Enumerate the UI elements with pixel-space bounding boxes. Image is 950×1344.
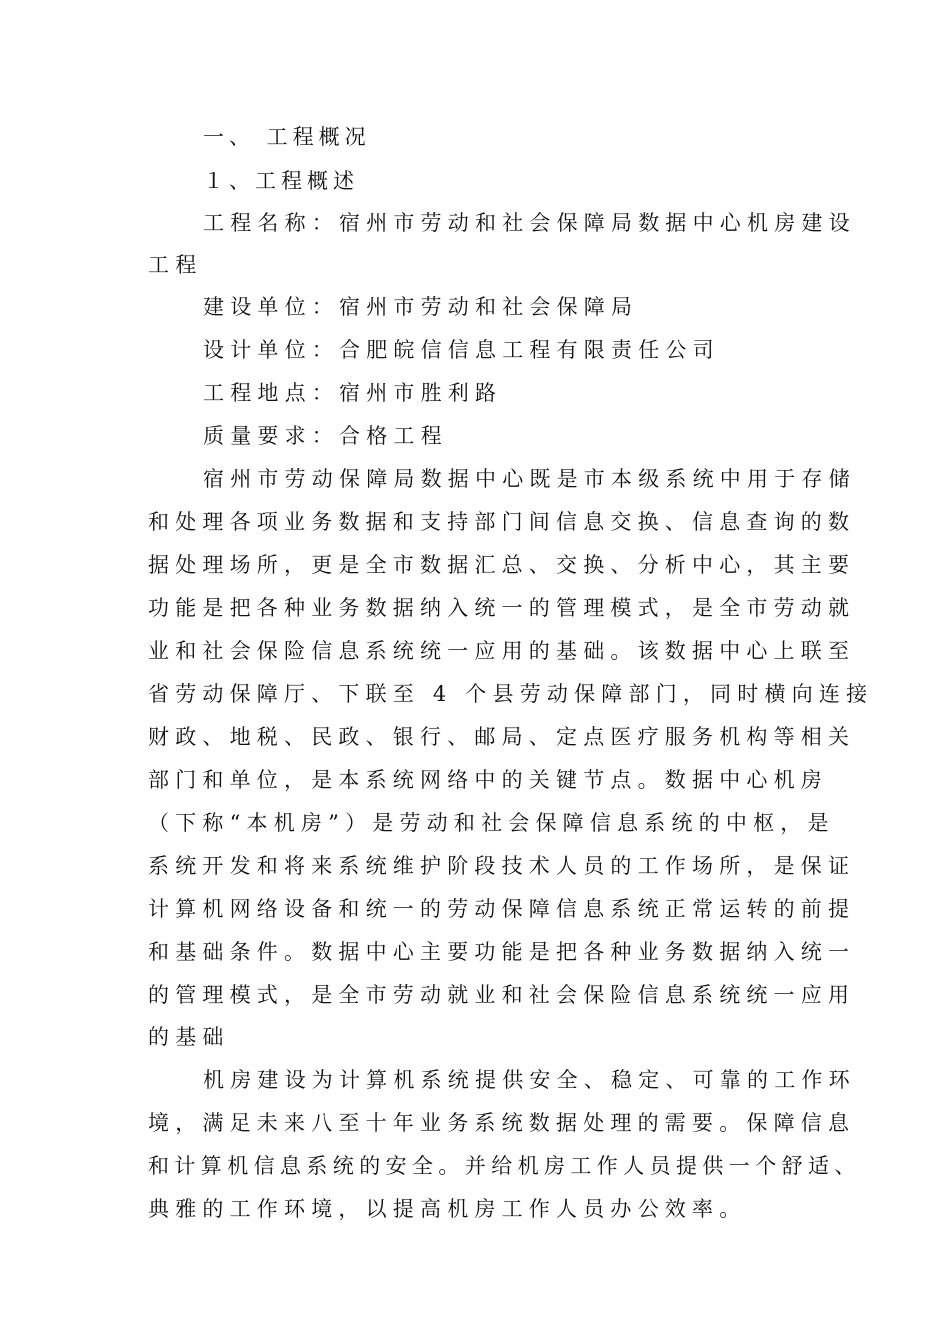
paragraph-line: （下称“本机房”）是劳动和社会保障信息系统的中枢，是 [148, 811, 835, 835]
paragraph-line: 机房建设为计算机系统提供安全、稳定、可靠的工作环 [203, 1068, 856, 1092]
location-line: 工程地点：宿州市胜利路 [203, 381, 503, 405]
paragraph-line: 据处理场所，更是全市数据汇总、交换、分析中心，其主要 [148, 553, 856, 577]
section-heading: 一、 工程概况 [203, 125, 371, 149]
designer-line: 设计单位：合肥皖信信息工程有限责任公司 [203, 338, 720, 362]
builder-line: 建设单位：宿州市劳动和社会保障局 [203, 295, 639, 319]
paragraph-line: 财政、地税、民政、银行、邮局、定点医疗服务机构等相关 [148, 725, 856, 749]
project-name-line: 工程名称：宿州市劳动和社会保障局数据中心机房建设 [203, 211, 856, 235]
paragraph-line: 业和社会保险信息系统统一应用的基础。该数据中心上联至 [148, 639, 856, 663]
paragraph-line: 和基础条件。数据中心主要功能是把各种业务数据纳入统一 [148, 940, 856, 964]
paragraph-line: 和处理各项业务数据和支持部门间信息交换、信息查询的数 [148, 510, 856, 534]
paragraph-line: 系统开发和将来系统维护阶段技术人员的工作场所，是保证 [148, 854, 856, 878]
paragraph-line: 境，满足未来八至十年业务系统数据处理的需要。保障信息 [148, 1111, 856, 1135]
paragraph-line: 计算机网络设备和统一的劳动保障信息系统正常运转的前提 [148, 897, 856, 921]
project-name-line: 工程 [148, 253, 203, 277]
paragraph-line: 的管理模式，是全市劳动就业和社会保险信息系统统一应用 [148, 983, 856, 1007]
paragraph-line: 省劳动保障厅、下联至 4 个县劳动保障部门，同时横向连接 [148, 682, 874, 706]
paragraph-line: 和计算机信息系统的安全。并给机房工作人员提供一个舒适、 [148, 1154, 861, 1178]
paragraph-line: 部门和单位，是本系统网络中的关键节点。数据中心机房 [148, 768, 828, 792]
quality-line: 质量要求：合格工程 [203, 424, 448, 448]
paragraph-line: 典雅的工作环境，以提高机房工作人员办公效率。 [148, 1197, 747, 1221]
paragraph-line: 的基础 [148, 1025, 230, 1049]
paragraph-line: 宿州市劳动保障局数据中心既是市本级系统中用于存储 [203, 467, 856, 491]
paragraph-line: 功能是把各种业务数据纳入统一的管理模式，是全市劳动就 [148, 596, 856, 620]
subsection-heading: １、工程概述 [203, 169, 359, 193]
